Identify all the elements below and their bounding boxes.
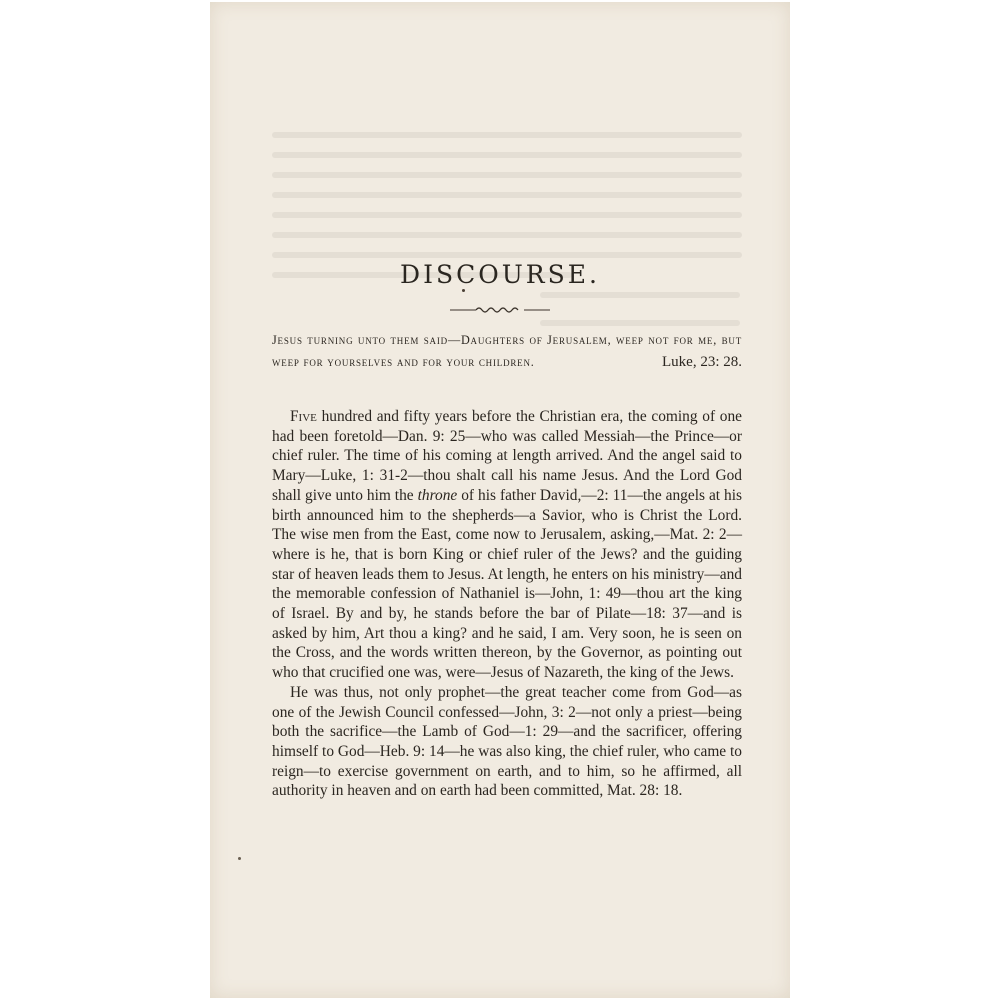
paragraph-1 xyxy=(272,407,742,683)
paper-speck xyxy=(238,857,241,860)
epigraph-text: Jesus turning unto them said—Daughters of Jerusalem, weep not for me, but weep for yourselves and for your children. xyxy=(272,333,742,369)
ink-dot xyxy=(462,289,465,292)
wavy-rule-ornament xyxy=(450,304,550,316)
discourse-body xyxy=(272,407,742,801)
epigraph-reference: Luke, 23: 28. xyxy=(662,353,742,370)
paragraph-1-italic: throne xyxy=(417,486,458,504)
paragraph-1-lead: Five xyxy=(290,408,317,425)
epigraph xyxy=(272,330,742,373)
book-page xyxy=(210,2,790,998)
paragraph-1-text-a: hundred and fifty years before the Christian era, the coming of one had been foretold—Dan. 9: 25—who was called Messiah—the Prince—or chief ruler. The time of his coming at length arrived. And the angel said to Mary—Luke, 1: 31-2—thou shalt call his name Jesus. And the Lord God shall give unto him the xyxy=(272,408,742,504)
paragraph-1-text-b: of his father David,—2: 11—the angels at his birth announced him to the shepherds—a Savior, who is Christ the Lord. The wise men from the East, come now to Jerusalem, asking,—Mat. 2: 2—where is he, that is born King or chief ruler of the Jews? and the guiding star of heaven leads them to Jesus. At length, he enters on his ministry—and the memorable confession of Nathaniel is—John, 1: 49—thou art the king of Israel. By and by, he stands before the bar of Pilate—18: 37—and is asked by him, Art thou a king? and he said, I am. Very soon, he is seen on the Cross, and the words written thereon, by the Governor, as pointing out who that crucified one was, were—Jesus of Nazareth, the king of the Jews. xyxy=(272,486,742,682)
paragraph-2: He was thus, not only prophet—the great teacher come from God—as one of the Jewish Council confessed—John, 3: 2—not only a priest—being both the sacrifice—the Lamb of God—1: 29—and the sacrificer, offering himself to God—Heb. 9: 14—he was also king, the chief ruler, who came to reign—to exercise government on earth, and to him, so he affirmed, all authority in heaven and on earth had been committed, Mat. 28: 18. xyxy=(272,683,742,800)
page-title: DISCOURSE. xyxy=(400,260,600,289)
